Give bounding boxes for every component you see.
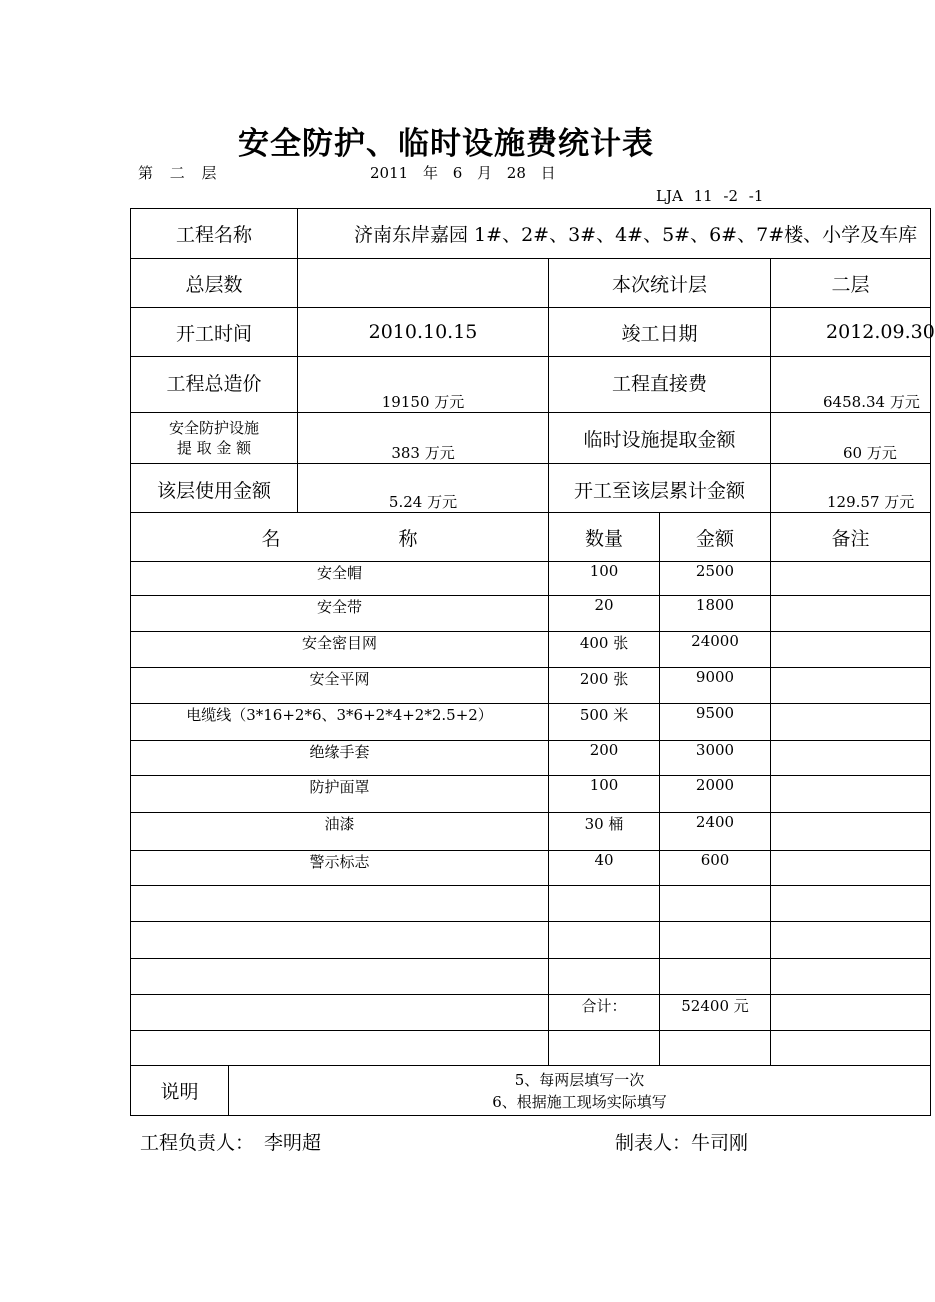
item-name: 防护面罩 bbox=[131, 776, 549, 813]
cost-row bbox=[131, 357, 931, 413]
table-row bbox=[131, 668, 931, 704]
empty-row bbox=[131, 922, 931, 959]
table-row bbox=[131, 741, 931, 776]
item-note bbox=[771, 562, 931, 596]
item-note bbox=[771, 813, 931, 851]
item-note bbox=[771, 741, 931, 776]
item-amount: 1800 bbox=[660, 596, 771, 632]
item-qty: 200 bbox=[549, 741, 660, 776]
table-row bbox=[131, 596, 931, 632]
item-note bbox=[771, 776, 931, 813]
item-amount: 2000 bbox=[660, 776, 771, 813]
table-row bbox=[131, 704, 931, 741]
total-cost-label: 工程总造价 bbox=[131, 357, 298, 413]
empty-row bbox=[131, 959, 931, 995]
item-amount: 9000 bbox=[660, 668, 771, 704]
end-label: 竣工日期 bbox=[549, 308, 771, 357]
note-line-1: 5、每两层填写一次 bbox=[514, 1070, 645, 1089]
item-amount: 600 bbox=[660, 851, 771, 886]
total-label: 合计： bbox=[549, 995, 660, 1031]
direct-cost-label: 工程直接费 bbox=[549, 357, 771, 413]
note-line-2: 6、根据施工现场实际填写 bbox=[492, 1092, 667, 1111]
stat-floor-value: 二层 bbox=[771, 259, 931, 308]
table-row bbox=[131, 776, 931, 813]
total-cost-value: 19150 万元 bbox=[298, 357, 549, 413]
table-row bbox=[131, 813, 931, 851]
floor-use-label: 该层使用金额 bbox=[131, 464, 298, 513]
project-manager bbox=[140, 1128, 321, 1155]
column-header-row bbox=[131, 513, 931, 562]
item-amount: 9500 bbox=[660, 704, 771, 741]
item-name: 安全带 bbox=[131, 596, 549, 632]
table-row bbox=[131, 562, 931, 596]
item-name: 安全密目网 bbox=[131, 632, 549, 668]
item-amount: 24000 bbox=[660, 632, 771, 668]
item-amount: 2500 bbox=[660, 562, 771, 596]
direct-cost-value: 6458.34 万元 bbox=[771, 357, 931, 413]
name-header-char1: 名 bbox=[261, 527, 281, 550]
item-qty: 200 张 bbox=[549, 668, 660, 704]
project-value: 济南东岸嘉园 1#、2#、3#、4#、5#、6#、7#楼、小学及车库 bbox=[298, 209, 931, 259]
empty-row bbox=[131, 886, 931, 922]
cumulative-value: 129.57 万元 bbox=[771, 464, 931, 513]
statistics-table bbox=[130, 208, 935, 1116]
name-header-char2: 称 bbox=[398, 527, 418, 550]
item-name: 警示标志 bbox=[131, 851, 549, 886]
table-maker bbox=[615, 1128, 748, 1155]
total-value: 52400 元 bbox=[660, 995, 771, 1031]
end-value: 2012.09.30 bbox=[771, 308, 931, 357]
item-qty: 100 bbox=[549, 776, 660, 813]
project-row bbox=[131, 209, 931, 259]
temp-value: 60 万元 bbox=[771, 413, 931, 464]
item-name: 安全帽 bbox=[131, 562, 549, 596]
floors-row bbox=[131, 259, 931, 308]
item-note bbox=[771, 668, 931, 704]
empty-row bbox=[131, 1031, 931, 1066]
item-name: 油漆 bbox=[131, 813, 549, 851]
stat-floor-label: 本次统计层 bbox=[549, 259, 771, 308]
item-note bbox=[771, 596, 931, 632]
safety-label bbox=[131, 413, 298, 464]
document-code: LJA 11 -2 -1 bbox=[656, 187, 764, 205]
item-note bbox=[771, 851, 931, 886]
item-note bbox=[771, 632, 931, 668]
safety-value: 383 万元 bbox=[298, 413, 549, 464]
item-name: 电缆线（3*16+2*6、3*6+2*4+2*2.5+2） bbox=[131, 704, 549, 741]
floor-label: 第 二 层 bbox=[138, 164, 223, 182]
item-qty: 500 米 bbox=[549, 704, 660, 741]
item-qty: 40 bbox=[549, 851, 660, 886]
start-value: 2010.10.15 bbox=[298, 308, 549, 357]
name-column-header bbox=[131, 513, 549, 562]
table-row bbox=[131, 632, 931, 668]
page-title: 安全防护、临时设施费统计表 bbox=[238, 126, 654, 162]
dates-row bbox=[131, 308, 931, 357]
item-qty: 400 张 bbox=[549, 632, 660, 668]
note-column-header: 备注 bbox=[771, 513, 931, 562]
notes-content bbox=[229, 1066, 931, 1116]
notes-label: 说明 bbox=[131, 1066, 229, 1116]
item-amount: 3000 bbox=[660, 741, 771, 776]
item-qty: 20 bbox=[549, 596, 660, 632]
total-row bbox=[131, 995, 931, 1031]
start-label: 开工时间 bbox=[131, 308, 298, 357]
cumulative-label: 开工至该层累计金额 bbox=[549, 464, 771, 513]
manager-label: 工程负责人： bbox=[140, 1132, 255, 1154]
manager-name: 李明超 bbox=[264, 1132, 322, 1154]
item-amount: 2400 bbox=[660, 813, 771, 851]
amount-column-header: 金额 bbox=[660, 513, 771, 562]
item-qty: 30 桶 bbox=[549, 813, 660, 851]
maker-label: 制表人： bbox=[615, 1132, 692, 1154]
notes-row bbox=[131, 1066, 931, 1116]
item-name: 安全平网 bbox=[131, 668, 549, 704]
floor-use-value: 5.24 万元 bbox=[298, 464, 549, 513]
safety-label-line1: 安全防护设施 bbox=[169, 419, 260, 437]
item-name: 绝缘手套 bbox=[131, 741, 549, 776]
project-label: 工程名称 bbox=[131, 209, 298, 259]
item-note bbox=[771, 704, 931, 741]
maker-name: 牛司刚 bbox=[691, 1132, 749, 1154]
extraction-row bbox=[131, 413, 931, 464]
table-row bbox=[131, 851, 931, 886]
safety-label-line2: 提 取 金 额 bbox=[176, 439, 252, 457]
report-date: 2011 年 6 月 28 日 bbox=[370, 164, 556, 182]
usage-row bbox=[131, 464, 931, 513]
temp-label: 临时设施提取金额 bbox=[549, 413, 771, 464]
item-qty: 100 bbox=[549, 562, 660, 596]
total-floors-value bbox=[298, 259, 549, 308]
qty-column-header: 数量 bbox=[549, 513, 660, 562]
total-floors-label: 总层数 bbox=[131, 259, 298, 308]
